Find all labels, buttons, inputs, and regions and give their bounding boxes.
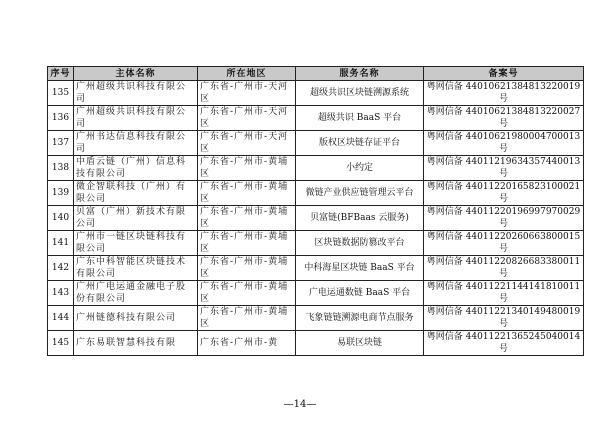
table-row — [48, 181, 584, 206]
header-entity-name: 主体名称 — [74, 67, 198, 81]
cell-serial-number: 142 — [48, 256, 74, 281]
table-row — [48, 231, 584, 256]
cell-region: 广东省-广州市-黄埔区 — [198, 231, 296, 256]
cell-service-name: 区块链数据防篡改平台 — [296, 231, 424, 256]
cell-entity-name: 广州链德科技有限公司 — [74, 306, 198, 331]
cell-record-number: 粤网信备 44011220165823100021 号 — [424, 181, 584, 206]
cell-region: 广东省-广州市-黄埔区 — [198, 306, 296, 331]
cell-entity-name: 广州市一链区块链科技有限公司 — [74, 231, 198, 256]
cell-entity-name: 微企智联科技（广州）有限公司 — [74, 181, 198, 206]
cell-serial-number: 144 — [48, 306, 74, 331]
cell-region: 广东省-广州市-天河区 — [198, 106, 296, 131]
registry-table — [47, 66, 584, 356]
cell-service-name: 广电运通数链 BaaS 平台 — [296, 281, 424, 306]
cell-serial-number: 140 — [48, 206, 74, 231]
table-row — [48, 306, 584, 331]
cell-serial-number: 137 — [48, 131, 74, 156]
cell-serial-number: 135 — [48, 81, 74, 106]
header-service-name: 服务名称 — [296, 67, 424, 81]
cell-region: 广东省-广州市-黄埔区 — [198, 156, 296, 181]
cell-serial-number: 145 — [48, 331, 74, 356]
cell-region: 广东省-广州市-黄埔区 — [198, 206, 296, 231]
table-row — [48, 281, 584, 306]
table-row — [48, 331, 584, 356]
table-row — [48, 156, 584, 181]
cell-region: 广东省-广州市-黄 — [198, 331, 296, 356]
table-row — [48, 131, 584, 156]
cell-record-number: 粤网信备 44011221340149480019 号 — [424, 306, 584, 331]
cell-service-name: 小约定 — [296, 156, 424, 181]
page-number: —14— — [283, 399, 317, 410]
cell-serial-number: 138 — [48, 156, 74, 181]
cell-service-name: 易联区块链 — [296, 331, 424, 356]
cell-service-name: 微链产业供应链管理云平台 — [296, 181, 424, 206]
cell-record-number: 粤网信备 44011221365245040014 号 — [424, 331, 584, 356]
cell-record-number: 粤网信备 44011221144141810011 号 — [424, 281, 584, 306]
cell-service-name: 超级共识区块链溯源系统 — [296, 81, 424, 106]
cell-record-number: 粤网信备 44010621384813220027 号 — [424, 106, 584, 131]
cell-serial-number: 139 — [48, 181, 74, 206]
header-serial-number: 序号 — [48, 67, 74, 81]
cell-entity-name: 广东易联智慧科技有限 — [74, 331, 198, 356]
cell-service-name: 版权区块链存证平台 — [296, 131, 424, 156]
cell-record-number: 粤网信备 44011220826683380011 号 — [424, 256, 584, 281]
cell-service-name: 飞象链链溯源电商节点服务 — [296, 306, 424, 331]
cell-record-number: 粤网信备 44011219634357440013 号 — [424, 156, 584, 181]
cell-service-name: 中科海星区块链 BaaS 平台 — [296, 256, 424, 281]
cell-region: 广东省-广州市-黄埔区 — [198, 256, 296, 281]
cell-record-number: 粤网信备 44011220196997970029 号 — [424, 206, 584, 231]
cell-service-name: 贝富链(BFBaas 云服务) — [296, 206, 424, 231]
cell-region: 广东省-广州市-黄埔区 — [198, 181, 296, 206]
cell-region: 广东省-广州市-天河区 — [198, 81, 296, 106]
cell-region: 广东省-广州市-黄埔区 — [198, 281, 296, 306]
cell-record-number: 粤网信备 44010621384813220019 号 — [424, 81, 584, 106]
header-record-number: 备案号 — [424, 67, 584, 81]
cell-entity-name: 广东中科智能区块链技术有限公司 — [74, 256, 198, 281]
cell-entity-name: 贝富（广州）新技术有限公司 — [74, 206, 198, 231]
table-row — [48, 106, 584, 131]
cell-serial-number: 136 — [48, 106, 74, 131]
cell-entity-name: 广州超级共识科技有限公司 — [74, 81, 198, 106]
cell-serial-number: 141 — [48, 231, 74, 256]
table-row — [48, 81, 584, 106]
cell-entity-name: 中盾云链（广州）信息科技有限公司 — [74, 156, 198, 181]
cell-record-number: 粤网信备 44011220260663800015 号 — [424, 231, 584, 256]
cell-region: 广东省-广州市-天河区 — [198, 131, 296, 156]
header-region: 所在地区 — [198, 67, 296, 81]
cell-entity-name: 广州超级共识科技有限公司 — [74, 106, 198, 131]
cell-entity-name: 广州书达信息科技有限公司 — [74, 131, 198, 156]
cell-entity-name: 广州广电运通金融电子股份有限公司 — [74, 281, 198, 306]
cell-record-number: 粤网信备 44010621980004700013 号 — [424, 131, 584, 156]
table-row — [48, 206, 584, 231]
table-header-row — [48, 67, 584, 81]
table-row — [48, 256, 584, 281]
cell-serial-number: 143 — [48, 281, 74, 306]
cell-service-name: 超级共识 BaaS 平台 — [296, 106, 424, 131]
